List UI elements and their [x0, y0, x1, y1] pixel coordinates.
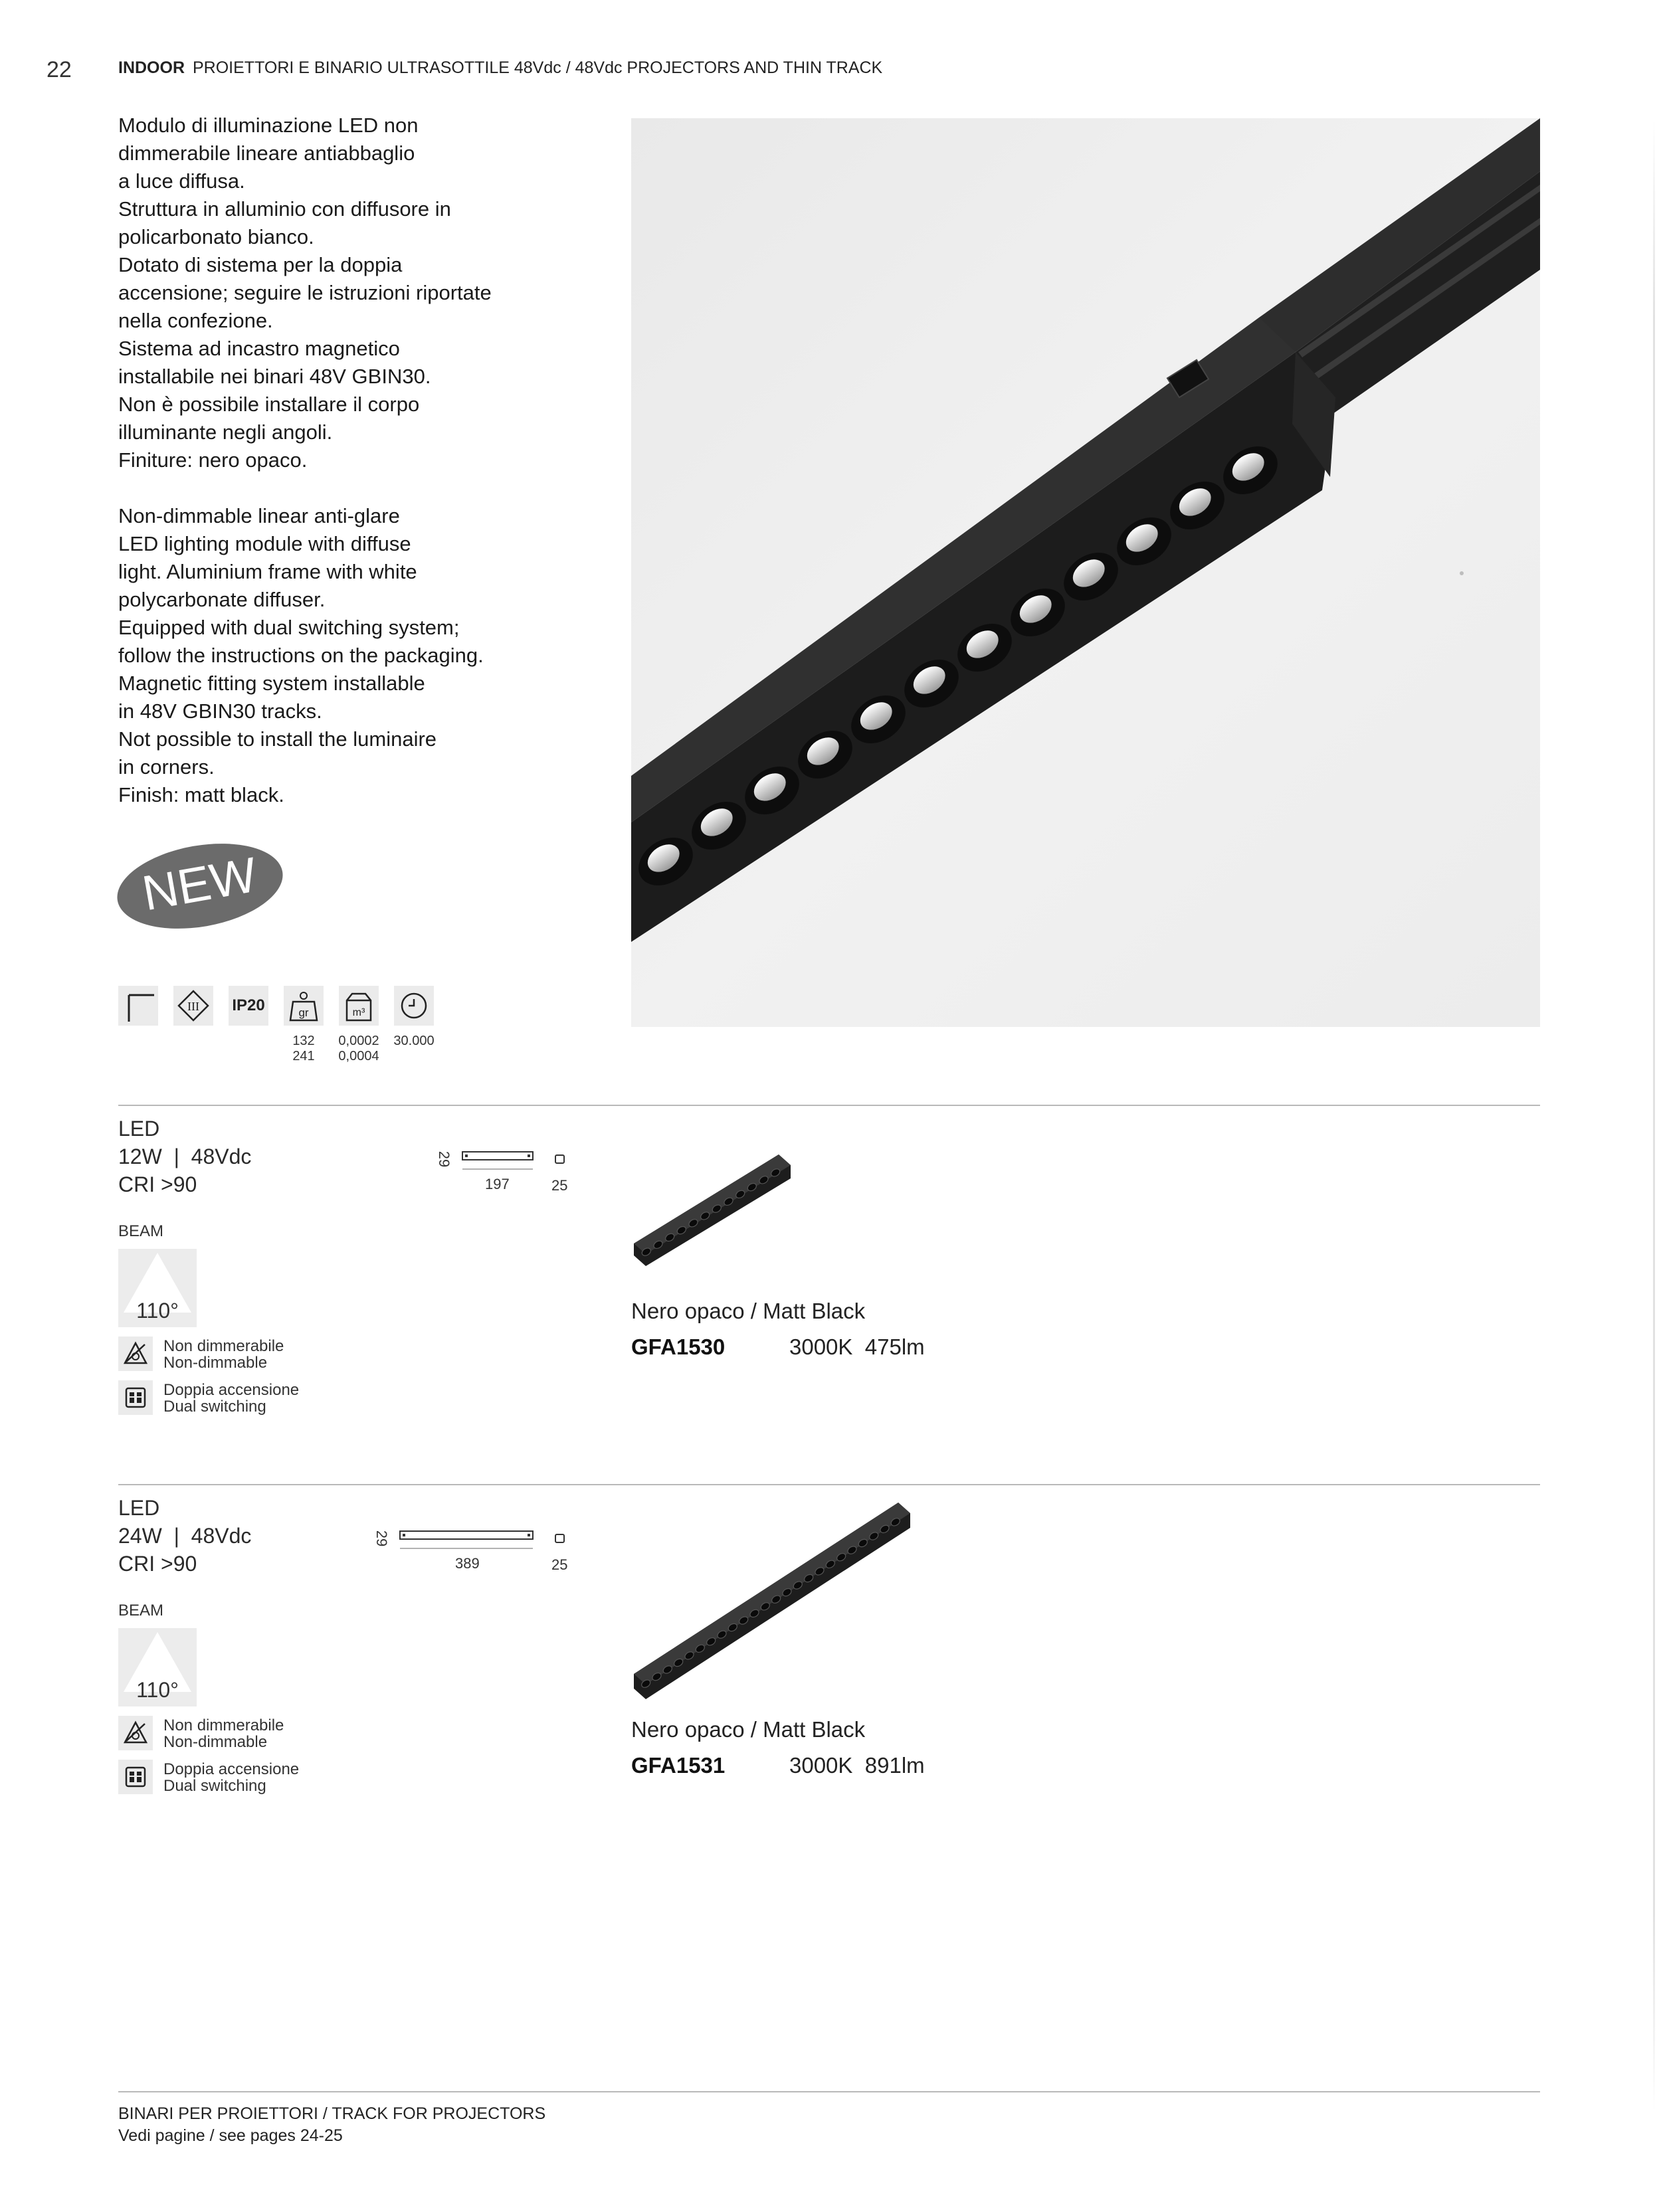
- product-type: LED: [118, 1496, 160, 1520]
- feature-non-dimmable: Non dimmerabile Non-dimmable: [163, 1716, 284, 1751]
- cct-lumen: 3000K 891lm: [789, 1753, 925, 1778]
- product-thumbnail-gfa1531: [631, 1499, 913, 1702]
- section-profile-icon: [554, 1153, 566, 1165]
- divider: [118, 1484, 1540, 1485]
- section-profile-icon: [554, 1532, 566, 1544]
- non-dimmable-icon: [118, 1336, 153, 1371]
- volume-unit: m³: [352, 1007, 365, 1018]
- product-code: GFA1530: [631, 1335, 726, 1359]
- class-iii-icon: [173, 986, 213, 1026]
- volume-value-24w: 0,0004: [338, 1049, 379, 1063]
- non-dimmable-icon: [118, 1716, 153, 1750]
- product-power: 24W | 48Vdc: [118, 1524, 252, 1548]
- dim-height: 29: [373, 1530, 391, 1547]
- volume-values: [332, 1034, 385, 1064]
- ceiling-mount-icon: [118, 986, 158, 1026]
- weight-value-12w: 132: [292, 1034, 315, 1048]
- ip20-icon: [229, 986, 268, 1026]
- volume-box-icon: [339, 986, 379, 1026]
- product-description: [118, 112, 543, 809]
- weight-values: [284, 1034, 324, 1064]
- dual-switching-icon: [118, 1380, 153, 1415]
- dimension-drawing: [399, 1528, 536, 1555]
- page-edge-shadow: [1653, 120, 1655, 2112]
- weight-icon: [284, 986, 324, 1026]
- weight-unit: gr: [298, 1006, 309, 1019]
- volume-value-12w: 0,0002: [338, 1034, 379, 1048]
- product-power: 12W | 48Vdc: [118, 1145, 252, 1168]
- svg-text:III: III: [187, 1000, 199, 1013]
- footer: [118, 2103, 545, 2147]
- finish-label: Nero opaco / Matt Black: [631, 1299, 866, 1323]
- dim-length: 389: [455, 1555, 480, 1572]
- lifetime-clock-icon: [394, 986, 434, 1026]
- dim-length: 197: [485, 1176, 510, 1192]
- beam-label: BEAM: [118, 1222, 164, 1240]
- beam-label: BEAM: [118, 1602, 164, 1619]
- beam-angle: 110°: [136, 1678, 179, 1702]
- dual-switching-icon: [118, 1760, 153, 1794]
- product-cri: CRI >90: [118, 1552, 197, 1576]
- footer-track-reference: BINARI PER PROIETTORI / TRACK FOR PROJECTORS: [118, 2104, 546, 2123]
- dim-height: 29: [436, 1151, 453, 1168]
- feature-dual-switching: Doppia accensione Dual switching: [163, 1381, 300, 1416]
- footer-see-pages: Vedi pagine / see pages 24-25: [118, 2126, 343, 2145]
- page-number: 22: [47, 57, 72, 82]
- hero-product-photo: [631, 118, 1540, 1027]
- product-thumbnail-gfa1530: [631, 1149, 793, 1269]
- product-type: LED: [118, 1117, 160, 1141]
- feature-non-dimmable: Non dimmerabile Non-dimmable: [163, 1337, 284, 1372]
- dim-width: 25: [551, 1556, 568, 1573]
- beam-angle: 110°: [136, 1299, 179, 1323]
- new-badge-label: NEW: [138, 846, 261, 921]
- lifetime-value: 30.000: [393, 1034, 435, 1048]
- product-code: GFA1531: [631, 1753, 726, 1778]
- feature-dual-switching: Doppia accensione Dual switching: [163, 1760, 300, 1795]
- ip-rating: IP20: [232, 996, 265, 1014]
- finish-label: Nero opaco / Matt Black: [631, 1717, 866, 1742]
- product-cri: CRI >90: [118, 1172, 197, 1196]
- dimension-drawing: [461, 1149, 536, 1176]
- new-badge: [116, 844, 284, 929]
- cct-lumen: 3000K 475lm: [789, 1335, 925, 1359]
- page-header: [118, 58, 882, 78]
- divider: [118, 1105, 1540, 1106]
- header-title: PROIETTORI E BINARIO ULTRASOTTILE 48Vdc / 48Vdc PROJECTORS AND THIN TRACK: [193, 58, 883, 77]
- header-section: INDOOR: [118, 58, 185, 77]
- description-english: Non-dimmable linear anti-glare LED lighting module with diffuse light. Aluminium frame with white polycarbonate diffuser. Equipped with dual switching system; follow the instructions on the packaging. Magnetic fitting system installable in 48V GBIN30 tracks. Not possible to install the luminaire in corners. Finish: matt black.: [118, 504, 484, 806]
- description-italian: Modulo di illuminazione LED non dimmerabile lineare antiabbaglio a luce diffusa. Struttura in alluminio con diffusore in policarbonato bianco. Dotato di sistema per la doppia accensione; seguire le istruzioni riportate nella confezione. Sistema ad incastro magnetico installabile nei binari 48V GBIN30. Non è possibile installare il corpo illuminante negli angoli. Finiture: nero opaco.: [118, 114, 492, 472]
- divider: [118, 2091, 1540, 2092]
- dim-width: 25: [551, 1177, 568, 1194]
- weight-value-24w: 241: [292, 1049, 315, 1063]
